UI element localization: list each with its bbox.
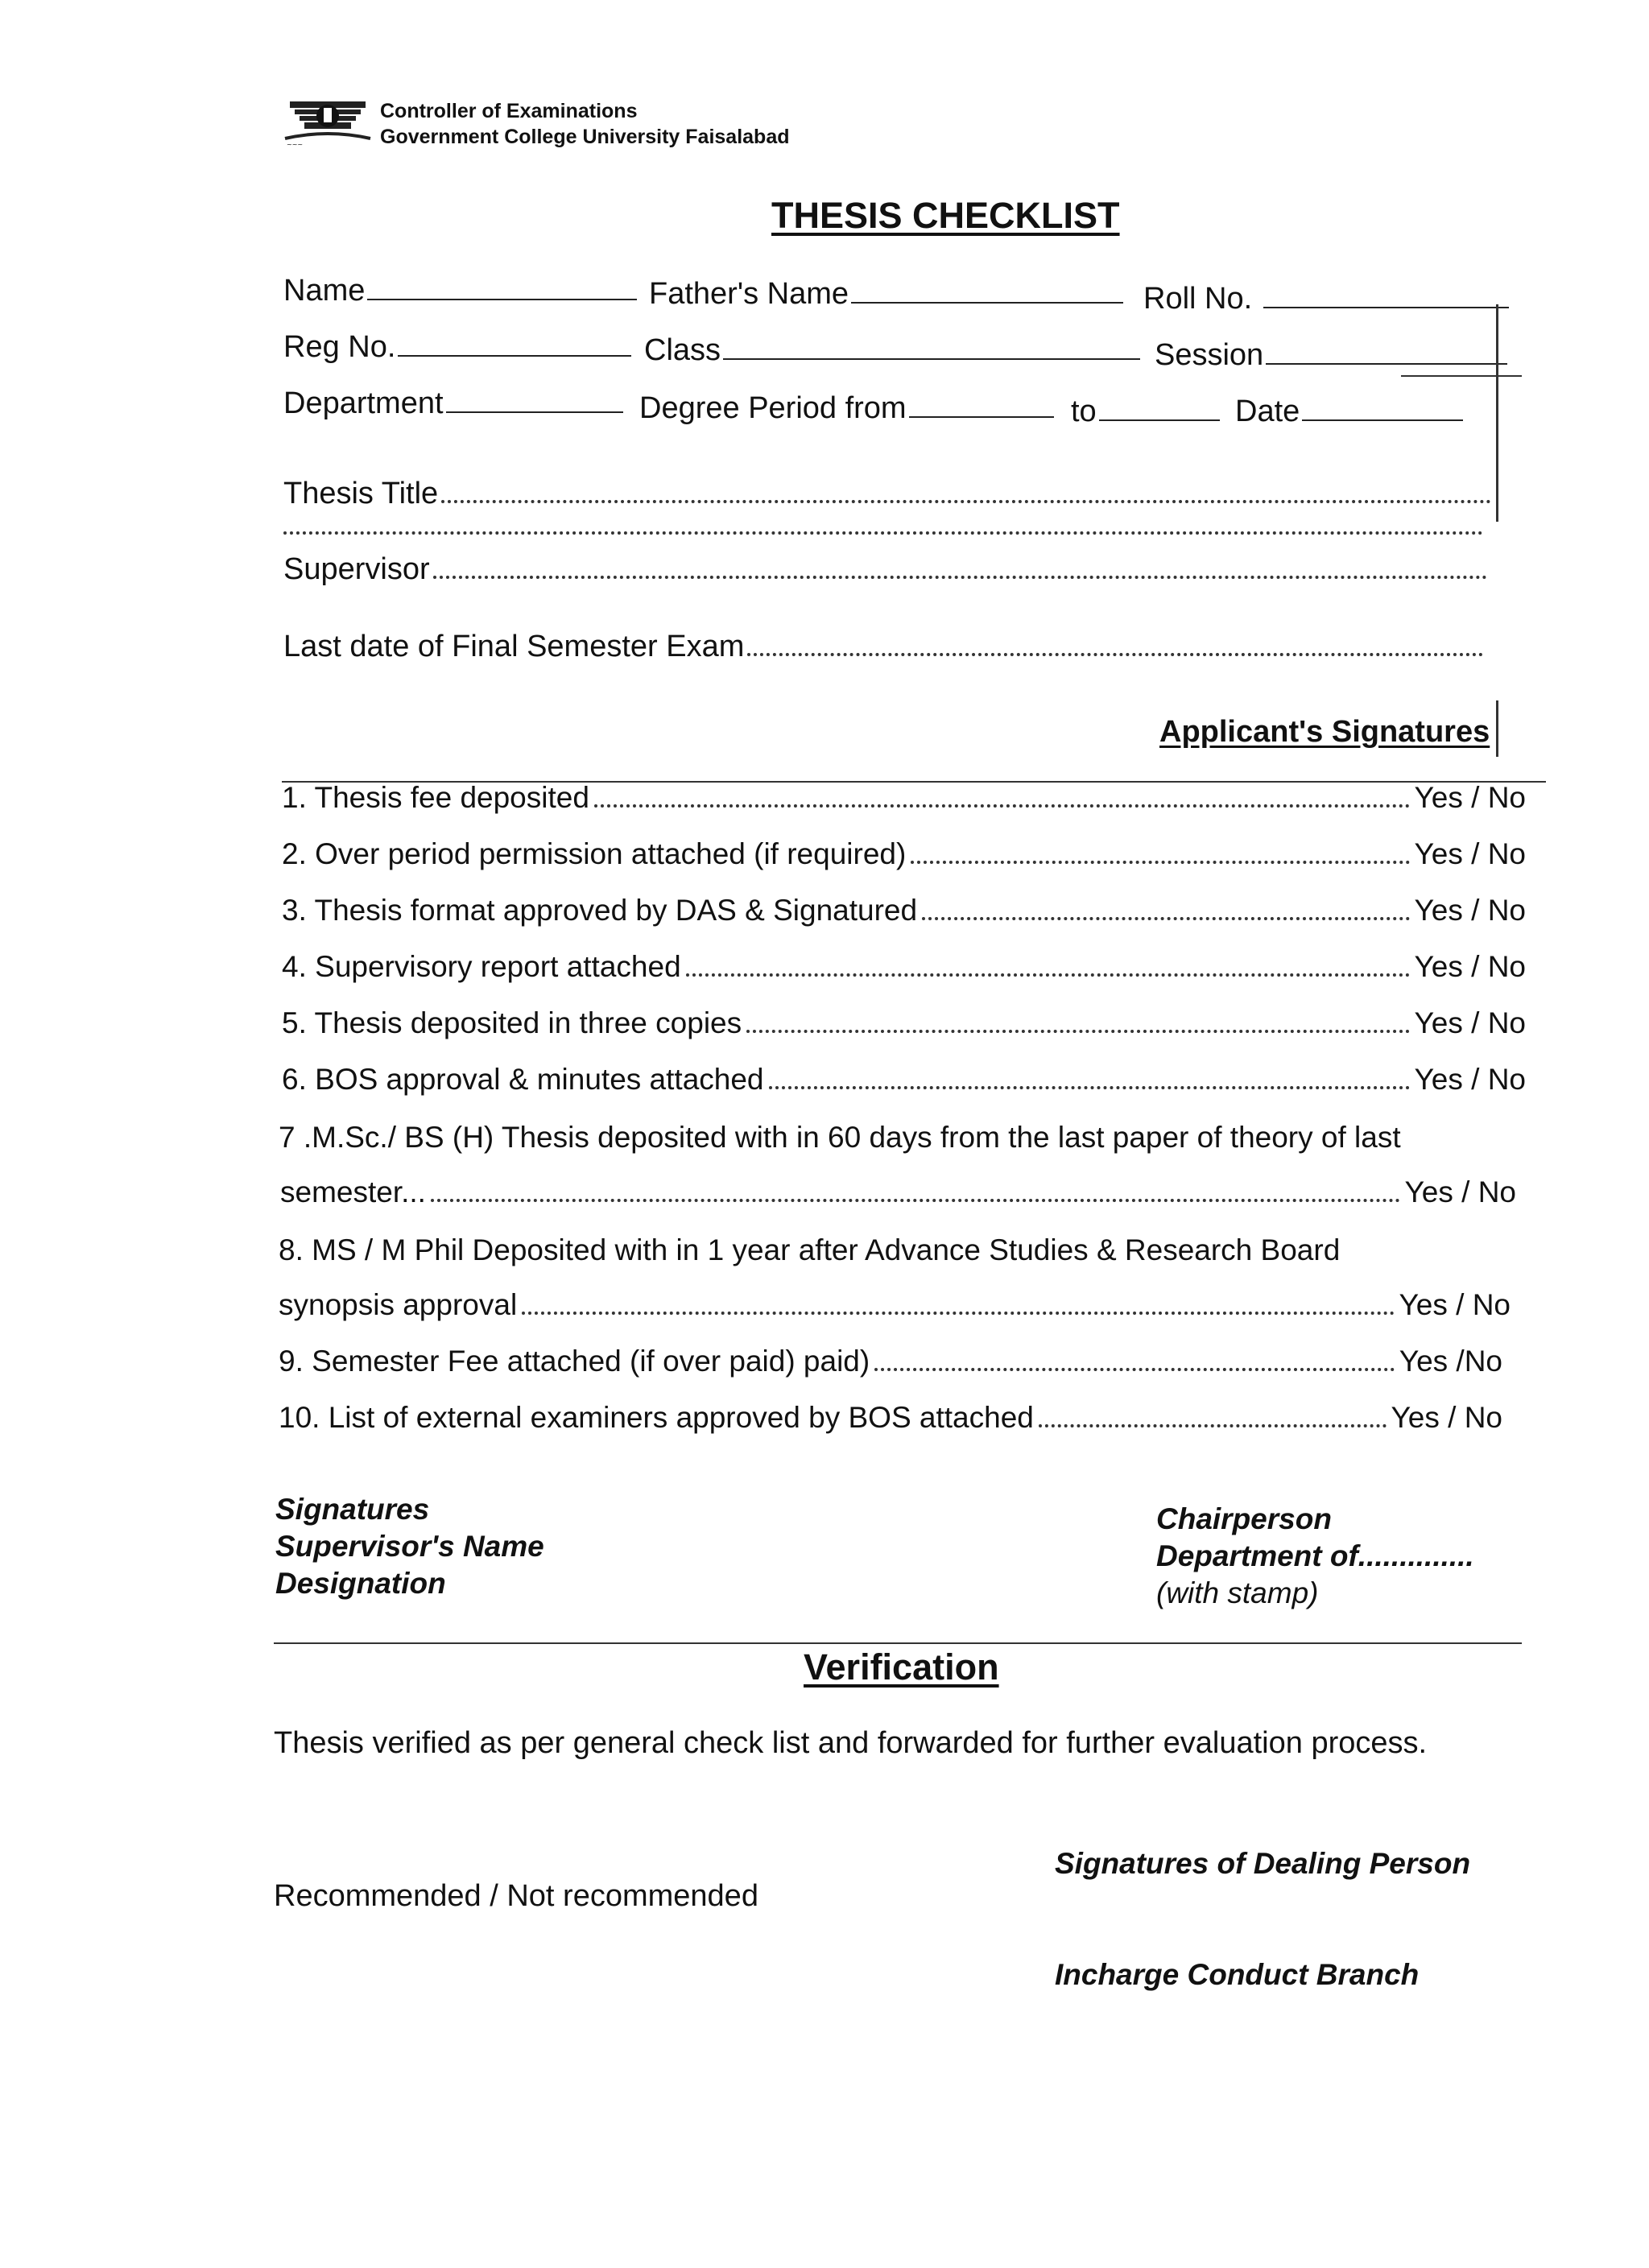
yes-no-option[interactable]: Yes / No: [1399, 1288, 1511, 1321]
fathers-name-label: Father's Name: [649, 277, 849, 311]
name-field[interactable]: [283, 274, 637, 308]
yes-no-option[interactable]: Yes / No: [1414, 894, 1526, 927]
to-label: to: [1071, 395, 1097, 428]
session-label: Session: [1155, 338, 1264, 372]
dealing-person-label: Signatures of Dealing Person: [1055, 1847, 1471, 1880]
box-divider: [1401, 375, 1522, 377]
checklist-item: 5. Thesis deposited in three copies Yes / No: [282, 1006, 1526, 1039]
yes-no-option[interactable]: Yes / No: [1391, 1401, 1502, 1434]
checklist-item: 2. Over period permission attached (if required) Yes / No: [282, 837, 1526, 870]
checklist-item: 4. Supervisory report attached Yes / No: [282, 950, 1526, 983]
with-stamp-label: (with stamp): [1156, 1576, 1319, 1609]
box-right-border: [1496, 304, 1498, 522]
checklist-item-line2: synopsis approval Yes / No: [279, 1288, 1511, 1321]
yes-no-option[interactable]: Yes /No: [1399, 1345, 1502, 1378]
roll-no-label: Roll No.: [1143, 282, 1253, 316]
applicant-signatures-label: Applicant's Signatures: [1159, 715, 1490, 749]
incharge-label: Incharge Conduct Branch: [1055, 1958, 1420, 1991]
checklist-item: 6. BOS approval & minutes attached Yes / No: [282, 1063, 1526, 1096]
supervisor-signatures-label: Signatures: [275, 1493, 430, 1526]
yes-no-option[interactable]: Yes / No: [1414, 837, 1526, 870]
thesis-title-label: Thesis Title: [283, 477, 439, 510]
page-title: THESIS CHECKLIST: [771, 195, 1120, 236]
supervisor-field[interactable]: [283, 552, 1487, 587]
supervisor-label: Supervisor: [283, 552, 430, 586]
chairperson-label: Chairperson: [1156, 1502, 1332, 1535]
fathers-name-field[interactable]: [649, 277, 1123, 312]
signature-mark: [1496, 700, 1498, 757]
roll-no-field[interactable]: [1143, 282, 1509, 316]
yes-no-option[interactable]: Yes / No: [1414, 1006, 1526, 1039]
department-label: Department: [283, 386, 444, 420]
designation-label: Designation: [275, 1567, 446, 1600]
checklist-item-line1: 7 .M.Sc./ BS (H) Thesis deposited with in 60 days from the last paper of theory of last: [279, 1121, 1401, 1154]
checklist-item: 10. List of external examiners approved by BOS attached Yes / No: [279, 1401, 1502, 1434]
last-exam-date-field[interactable]: [283, 630, 1483, 664]
verification-divider: [274, 1642, 1522, 1644]
department-of-label: Department of..............: [1156, 1539, 1474, 1572]
yes-no-option[interactable]: Yes / No: [1404, 1175, 1516, 1208]
thesis-title-field[interactable]: [283, 477, 1491, 511]
verification-statement: Thesis verified as per general check list and forwarded for further evaluation process.: [274, 1726, 1428, 1760]
svg-text:~~~: ~~~: [287, 141, 304, 148]
checklist-item-line2: semester... Yes / No: [280, 1175, 1516, 1208]
degree-period-to-field[interactable]: [1071, 395, 1220, 429]
yes-no-option[interactable]: Yes / No: [1414, 781, 1526, 814]
reg-no-label: Reg No.: [283, 330, 396, 364]
degree-period-from-label: Degree Period from: [639, 391, 907, 425]
date-label: Date: [1235, 395, 1300, 428]
yes-no-option[interactable]: Yes / No: [1414, 950, 1526, 983]
supervisor-name-label: Supervisor's Name: [275, 1530, 544, 1563]
checklist-item-line1: 8. MS / M Phil Deposited with in 1 year after Advance Studies & Research Board: [279, 1233, 1341, 1266]
thesis-title-continuation[interactable]: [283, 531, 1483, 535]
university-crest-icon: [283, 97, 372, 150]
degree-period-from-field[interactable]: [639, 391, 1054, 426]
recommendation-option[interactable]: Recommended / Not recommended: [274, 1879, 758, 1913]
verification-title: Verification: [804, 1646, 999, 1688]
name-label: Name: [283, 274, 366, 308]
checklist-item: 1. Thesis fee deposited Yes / No: [282, 781, 1526, 814]
class-label: Class: [644, 333, 721, 367]
reg-no-field[interactable]: [283, 330, 631, 365]
last-exam-date-label: Last date of Final Semester Exam: [283, 630, 745, 663]
department-field[interactable]: [283, 386, 623, 421]
checklist-item: 9. Semester Fee attached (if over paid) paid) Yes /No: [279, 1345, 1502, 1378]
session-field[interactable]: [1155, 338, 1507, 373]
header-line2: Government College University Faisalabad: [380, 126, 790, 148]
date-field[interactable]: [1235, 395, 1463, 429]
class-field[interactable]: [644, 333, 1140, 368]
checklist-item: 3. Thesis format approved by DAS & Signatured Yes / No: [282, 894, 1526, 927]
header-line1: Controller of Examinations: [380, 100, 638, 122]
yes-no-option[interactable]: Yes / No: [1414, 1063, 1526, 1096]
